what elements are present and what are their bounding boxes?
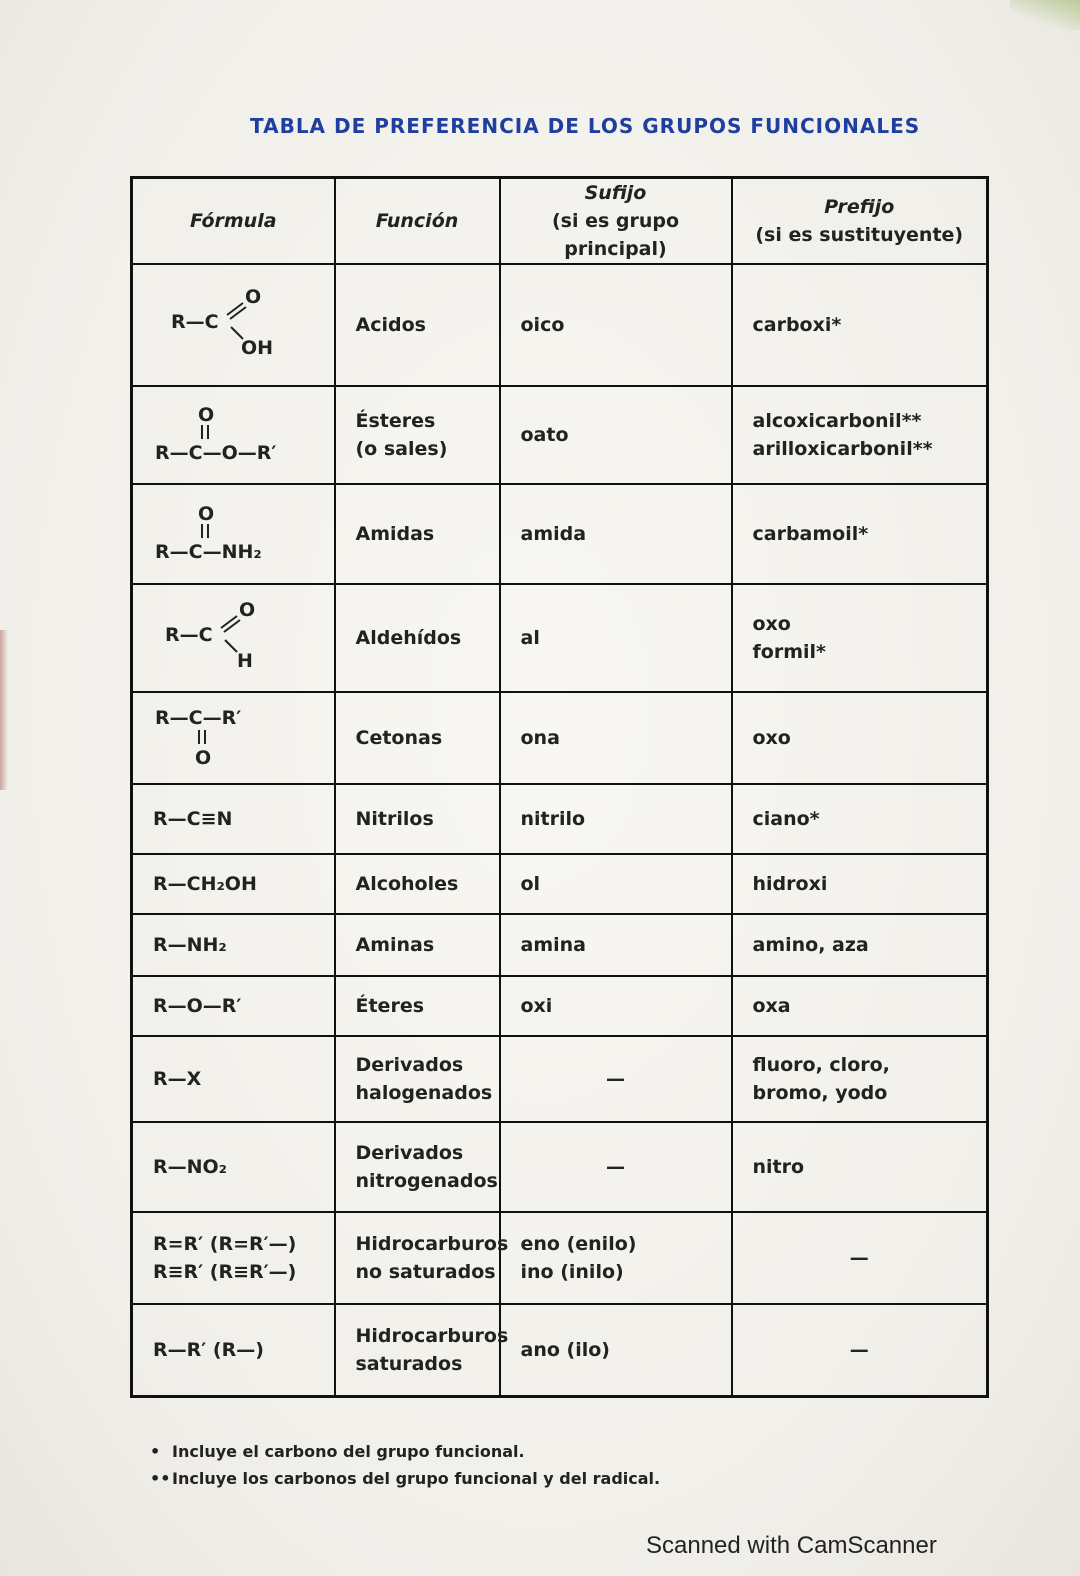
functional-groups-table [130, 176, 989, 1398]
table-row [132, 386, 988, 484]
funcion-cell: Nitrilos [335, 784, 500, 854]
formula-cell: R—NH₂ [132, 914, 335, 976]
formula-cell: R—CH₂OH [132, 854, 335, 914]
svg-text:H: H [237, 650, 253, 673]
sufijo-cell: ano (ilo) [500, 1304, 732, 1396]
table-row [132, 692, 988, 784]
funcion-cell: Éteres [335, 976, 500, 1036]
svg-text:O: O [195, 747, 212, 770]
formula-cell: R—NO₂ [132, 1122, 335, 1212]
prefijo-cell: carboxi* [732, 264, 988, 386]
sufijo-cell: amida [500, 484, 732, 584]
funcion-cell: Alcoholes [335, 854, 500, 914]
funcion-cell: Cetonas [335, 692, 500, 784]
table-row [132, 584, 988, 692]
ester-formula [153, 391, 313, 471]
header-sufijo: Sufijo (si es grupo principal) [500, 178, 732, 265]
svg-text:R—C: R—C [171, 311, 219, 334]
formula-cell: R—R′ (R—) [132, 1304, 335, 1396]
prefijo-cell: alcoxicarbonil** arilloxicarbonil** [732, 386, 988, 484]
carboxylic-acid-formula [153, 281, 273, 361]
funcion-cell: Acidos [335, 264, 500, 386]
funcion-cell: Derivados halogenados [335, 1036, 500, 1122]
header-formula: Fórmula [132, 178, 335, 265]
funcion-cell: Amidas [335, 484, 500, 584]
prefijo-cell: oxa [732, 976, 988, 1036]
svg-text:O: O [239, 599, 256, 622]
svg-text:R—C: R—C [165, 624, 213, 647]
table-row [132, 854, 988, 914]
formula-cell [132, 386, 335, 484]
prefijo-cell: amino, aza [732, 914, 988, 976]
funcion-cell: Aminas [335, 914, 500, 976]
sufijo-cell: nitrilo [500, 784, 732, 854]
funcion-cell: Hidrocarburos saturados [335, 1304, 500, 1396]
table-row [132, 976, 988, 1036]
prefijo-cell: carbamoil* [732, 484, 988, 584]
table-row [132, 1212, 988, 1304]
svg-text:OH: OH [241, 337, 273, 360]
ketone-formula [153, 694, 313, 774]
sufijo-cell: amina [500, 914, 732, 976]
prefijo-cell: nitro [732, 1122, 988, 1212]
prefijo-cell: hidroxi [732, 854, 988, 914]
formula-cell: R—C≡N [132, 784, 335, 854]
sufijo-cell: eno (enilo) ino (inilo) [500, 1212, 732, 1304]
page-title: TABLA DE PREFERENCIA DE LOS GRUPOS FUNCIONALES [250, 114, 921, 138]
table-header-row [132, 178, 988, 265]
formula-cell [132, 484, 335, 584]
sufijo-cell: — [500, 1036, 732, 1122]
table-row [132, 1304, 988, 1396]
table-row [132, 264, 988, 386]
prefijo-cell: — [732, 1212, 988, 1304]
aldehyde-formula [153, 594, 273, 674]
table-row [132, 1036, 988, 1122]
formula-cell [132, 264, 335, 386]
table-row [132, 484, 988, 584]
header-prefijo: Prefijo (si es sustituyente) [732, 178, 988, 265]
funcion-cell: Aldehídos [335, 584, 500, 692]
svg-text:O: O [245, 286, 262, 309]
funcion-cell: Hidrocarburos no saturados [335, 1212, 500, 1304]
footnote: • Incluye el carbono del grupo funcional. [150, 1442, 525, 1461]
svg-text:R—C—O—R′: R—C—O—R′ [155, 442, 277, 465]
funcion-cell: Derivados nitrogenados [335, 1122, 500, 1212]
page-edge-shadow [0, 630, 8, 790]
svg-text:R—C—R′: R—C—R′ [155, 707, 242, 730]
prefijo-cell: — [732, 1304, 988, 1396]
prefijo-cell: fluoro, cloro, bromo, yodo [732, 1036, 988, 1122]
sufijo-cell: — [500, 1122, 732, 1212]
header-funcion: Función [335, 178, 500, 265]
formula-cell [132, 584, 335, 692]
sufijo-cell: oato [500, 386, 732, 484]
sufijo-cell: oxi [500, 976, 732, 1036]
scanner-watermark: Scanned with CamScanner [646, 1532, 937, 1559]
prefijo-cell: ciano* [732, 784, 988, 854]
prefijo-cell: oxo formil* [732, 584, 988, 692]
prefijo-cell: oxo [732, 692, 988, 784]
svg-text:O: O [198, 503, 215, 526]
footnotes [150, 1442, 850, 1496]
table-row [132, 1122, 988, 1212]
sufijo-cell: ol [500, 854, 732, 914]
formula-cell: R=R′ (R=R′—) R≡R′ (R≡R′—) [132, 1212, 335, 1304]
svg-text:O: O [198, 404, 215, 427]
sufijo-cell: ona [500, 692, 732, 784]
sufijo-cell: oico [500, 264, 732, 386]
amide-formula [153, 490, 313, 570]
table-row [132, 784, 988, 854]
svg-text:R—C—NH₂: R—C—NH₂ [155, 541, 262, 564]
formula-cell: R—O—R′ [132, 976, 335, 1036]
table-row [132, 914, 988, 976]
formula-cell [132, 692, 335, 784]
formula-cell: R—X [132, 1036, 335, 1122]
sufijo-cell: al [500, 584, 732, 692]
page-corner-decoration [1010, 0, 1080, 30]
footnote: ••Incluye los carbonos del grupo funcional y del radical. [150, 1469, 661, 1488]
funcion-cell: Ésteres (o sales) [335, 386, 500, 484]
